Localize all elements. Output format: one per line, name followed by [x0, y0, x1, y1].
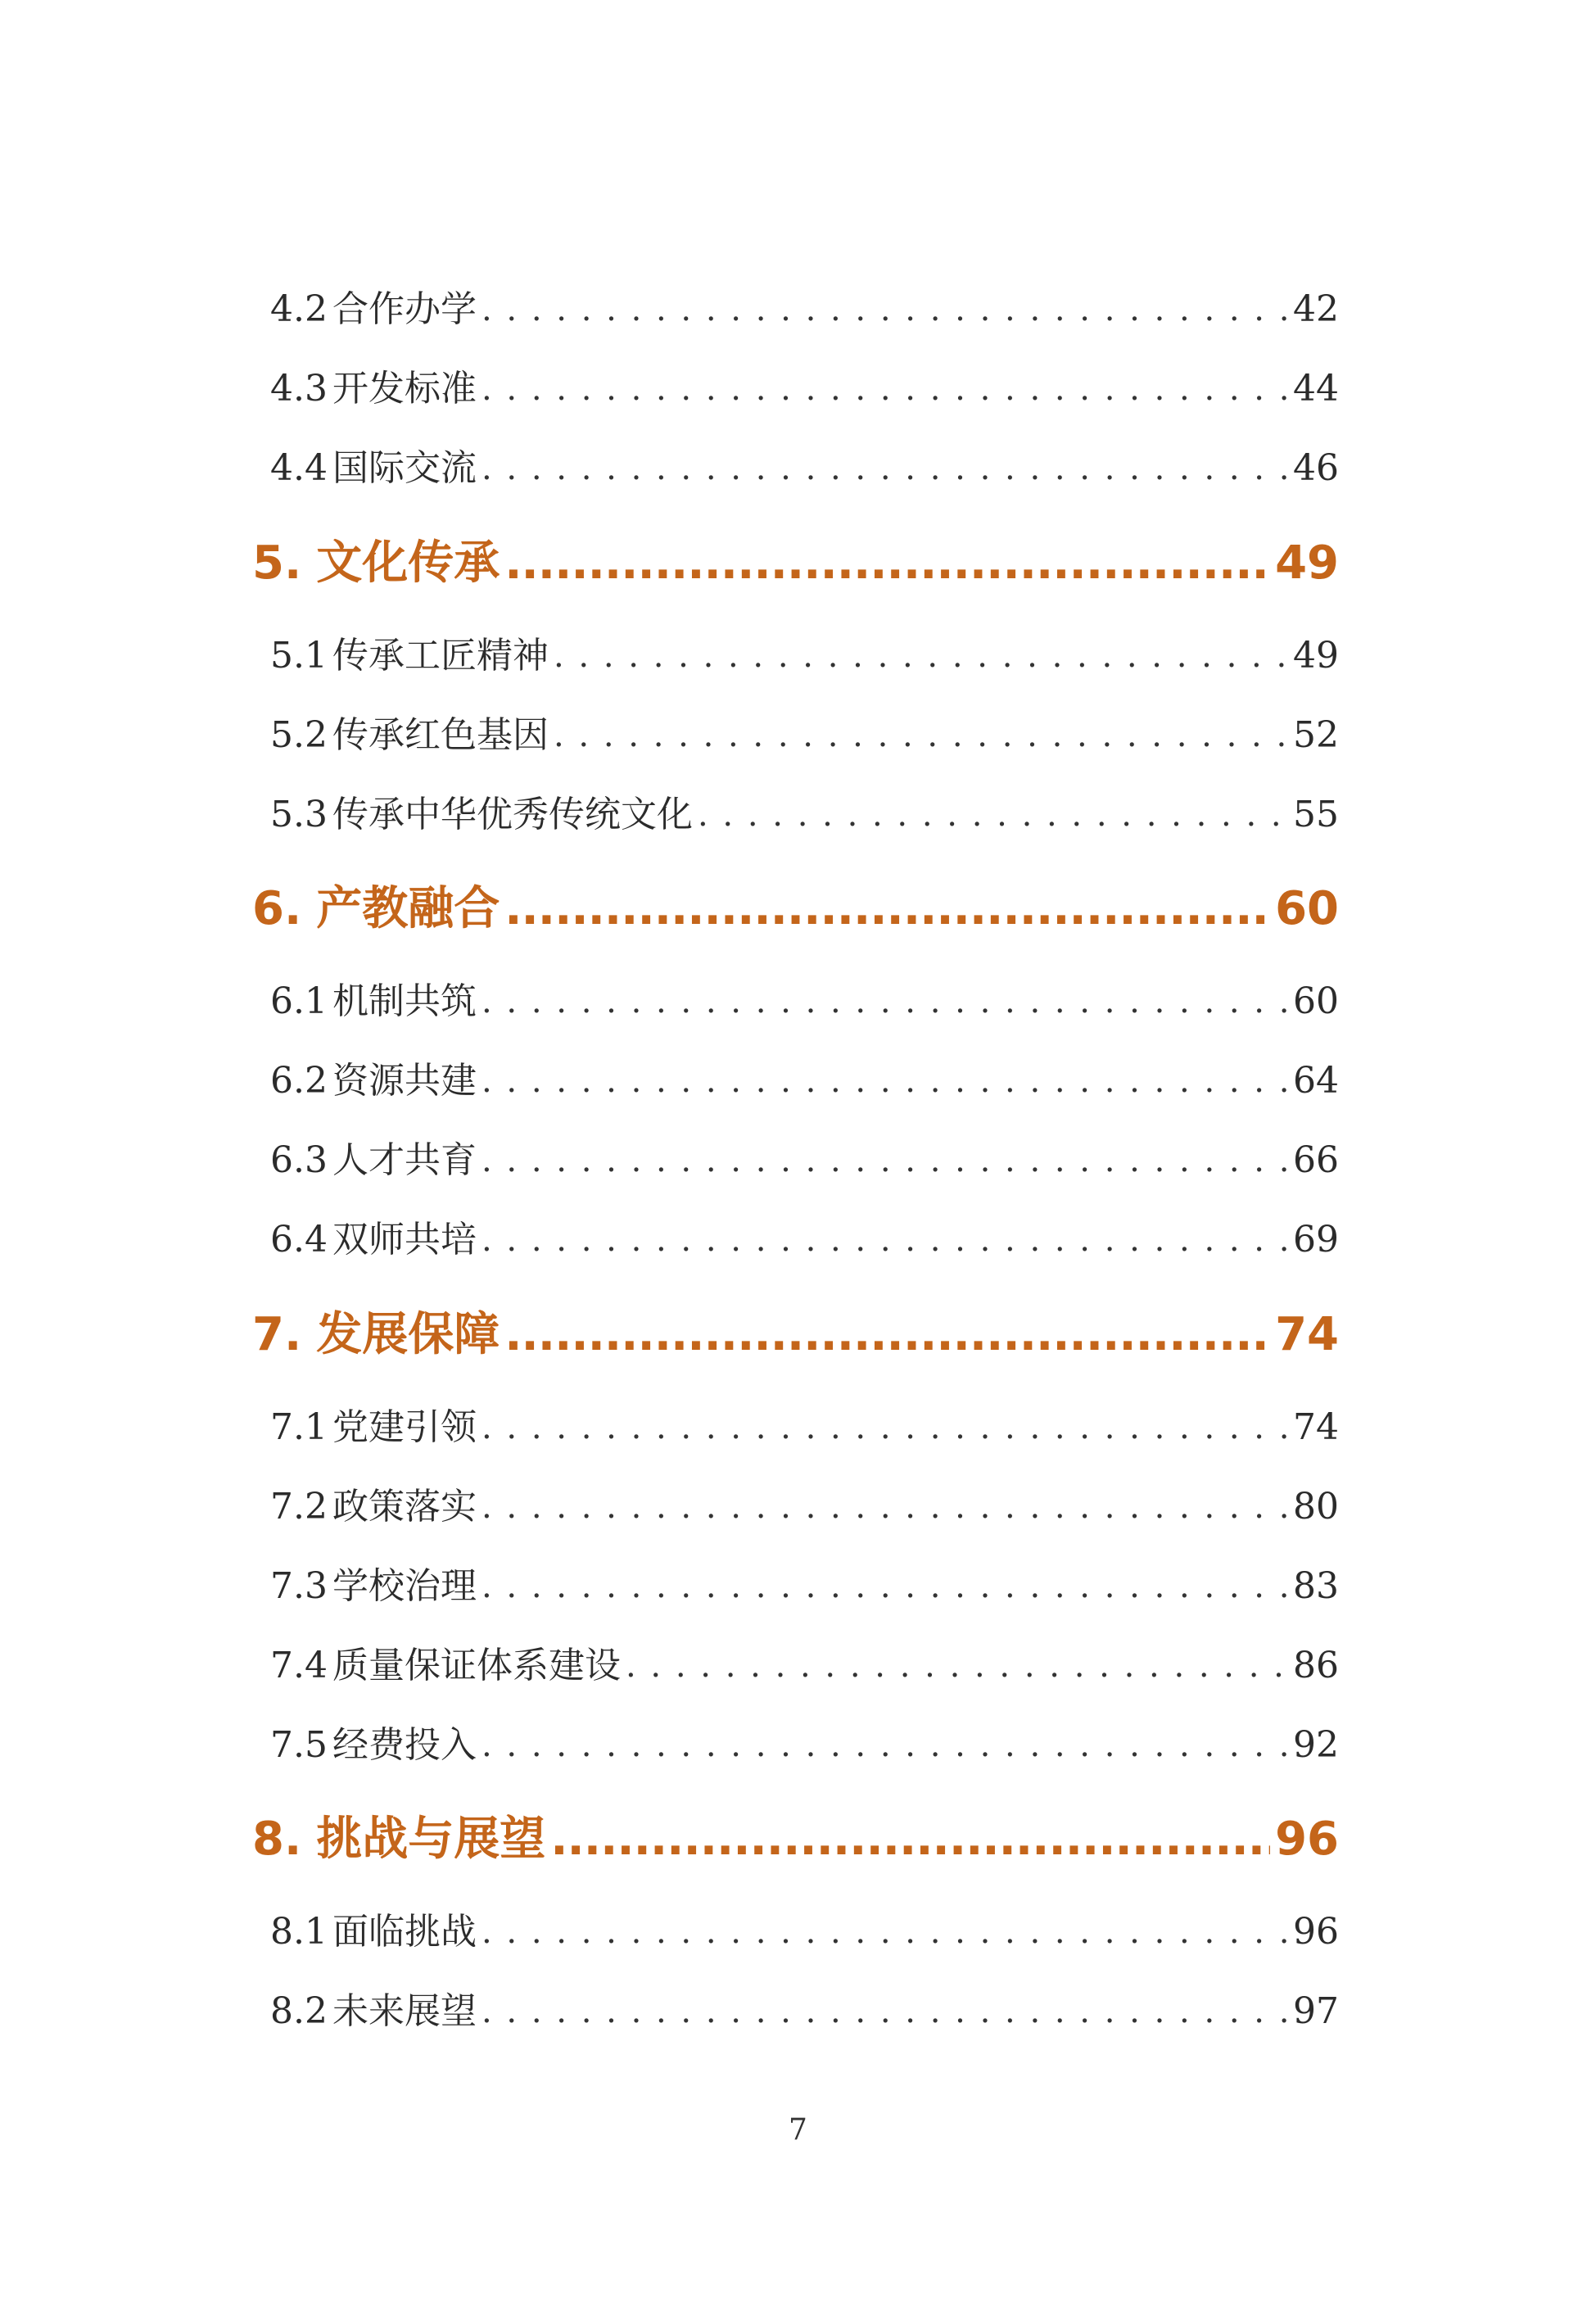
toc-entry[interactable] — [270, 1136, 1339, 1185]
dot-leader — [482, 285, 1288, 334]
toc-chapter-entry[interactable] — [252, 878, 1339, 940]
toc-entry-number: 8.2 — [270, 1990, 328, 2032]
toc-entry-page: 60 — [1293, 980, 1339, 1022]
toc-entry-page: 97 — [1293, 1990, 1339, 2032]
dot-leader — [482, 1403, 1288, 1452]
toc-chapter-number: 6. — [252, 882, 302, 935]
dot-leader — [482, 1215, 1288, 1265]
toc-chapter-page: 96 — [1275, 1813, 1339, 1866]
toc-entry[interactable] — [270, 285, 1339, 334]
toc-entry-page: 74 — [1293, 1406, 1339, 1448]
toc-entry[interactable] — [270, 977, 1339, 1026]
toc-entry-number: 7.4 — [270, 1645, 328, 1686]
toc-chapter-title: 产教融合 — [316, 882, 500, 935]
dot-leader — [554, 631, 1288, 681]
toc-entry-number: 6.2 — [270, 1060, 328, 1102]
toc-entry[interactable] — [270, 1482, 1339, 1532]
toc-chapter-number: 5. — [252, 536, 302, 590]
toc-entry-page: 92 — [1293, 1724, 1339, 1766]
toc-chapter-title: 挑战与展望 — [316, 1813, 546, 1866]
dot-leader — [482, 1136, 1288, 1185]
toc-entry-title: 质量保证体系建设 — [332, 1645, 621, 1686]
toc-entry-number: 7.5 — [270, 1724, 328, 1766]
toc-chapter-number: 7. — [252, 1308, 302, 1361]
toc-entry-title: 政策落实 — [332, 1486, 477, 1528]
dot-leader — [504, 878, 1270, 940]
toc-entry-page: 49 — [1293, 635, 1339, 677]
toc-entry-page: 96 — [1293, 1911, 1339, 1953]
toc-entry-title: 面临挑战 — [332, 1911, 477, 1953]
dot-leader — [482, 1562, 1288, 1611]
toc-entry[interactable] — [270, 1721, 1339, 1770]
toc-entry-page: 46 — [1293, 447, 1339, 489]
toc-entry-title: 传承中华优秀传统文化 — [332, 794, 693, 835]
dot-leader — [504, 1304, 1270, 1366]
toc-entry-page: 69 — [1293, 1219, 1339, 1261]
toc-chapter-entry[interactable] — [252, 1808, 1339, 1871]
toc-entry-page: 64 — [1293, 1060, 1339, 1102]
toc-chapter-title: 发展保障 — [316, 1308, 500, 1361]
toc-entry-number: 8.1 — [270, 1911, 328, 1953]
toc-chapter-page: 60 — [1275, 882, 1339, 935]
toc-entry-page: 55 — [1293, 794, 1339, 835]
toc-entry-number: 7.1 — [270, 1406, 328, 1448]
toc-chapter-page: 74 — [1275, 1308, 1339, 1361]
toc-entry-title: 资源共建 — [332, 1060, 477, 1102]
toc-entry-number: 6.1 — [270, 980, 328, 1022]
toc-entry-number: 6.3 — [270, 1139, 328, 1181]
toc-entry[interactable] — [270, 1403, 1339, 1452]
dot-leader — [482, 1057, 1288, 1106]
toc-chapter-entry[interactable] — [252, 1304, 1339, 1366]
dot-leader — [482, 1908, 1288, 1957]
dot-leader — [482, 364, 1288, 414]
toc-entry-title: 传承工匠精神 — [332, 635, 549, 677]
dot-leader — [550, 1808, 1270, 1871]
toc-entry-page: 83 — [1293, 1565, 1339, 1607]
toc-entry[interactable] — [270, 1057, 1339, 1106]
toc-entry-title: 未来展望 — [332, 1990, 477, 2032]
dot-leader — [482, 1482, 1288, 1532]
dot-leader — [554, 711, 1288, 760]
dot-leader — [482, 444, 1288, 493]
toc-entry-page: 66 — [1293, 1139, 1339, 1181]
toc-entry-title: 经费投入 — [332, 1724, 477, 1766]
dot-leader — [698, 790, 1288, 840]
dot-leader — [626, 1641, 1288, 1691]
toc-chapter-number: 8. — [252, 1813, 302, 1866]
toc-entry-title: 合作办学 — [332, 288, 477, 330]
toc-entry-number: 5.2 — [270, 714, 328, 756]
dot-leader — [504, 532, 1270, 595]
toc-entry-number: 4.4 — [270, 447, 328, 489]
toc-entry-number: 7.2 — [270, 1486, 328, 1528]
toc-entry[interactable] — [270, 364, 1339, 414]
toc-entry-page: 44 — [1293, 368, 1339, 410]
toc-entry-title: 传承红色基因 — [332, 714, 549, 756]
toc-entry-number: 7.3 — [270, 1565, 328, 1607]
toc-entry-page: 42 — [1293, 288, 1339, 330]
toc-entry-number: 5.3 — [270, 794, 328, 835]
dot-leader — [482, 1987, 1288, 2036]
toc-entry[interactable] — [270, 631, 1339, 681]
toc-entry-number: 6.4 — [270, 1219, 328, 1261]
toc-entry[interactable] — [270, 1641, 1339, 1691]
page-number: 7 — [789, 2113, 807, 2147]
toc-entry-number: 4.2 — [270, 288, 328, 330]
dot-leader — [482, 1721, 1288, 1770]
toc-entry[interactable] — [270, 711, 1339, 760]
toc-entry-number: 5.1 — [270, 635, 328, 677]
toc-entry-title: 开发标准 — [332, 368, 477, 410]
toc-entry-title: 双师共培 — [332, 1219, 477, 1261]
toc-entry-title: 国际交流 — [332, 447, 477, 489]
toc-entry-title: 机制共筑 — [332, 980, 477, 1022]
toc-chapter-page: 49 — [1275, 536, 1339, 590]
toc-chapter-title: 文化传承 — [316, 536, 500, 590]
toc-entry-title: 人才共育 — [332, 1139, 477, 1181]
toc-entry-page: 52 — [1293, 714, 1339, 756]
toc-entry[interactable] — [270, 1908, 1339, 1957]
toc-entry[interactable] — [270, 1987, 1339, 2036]
toc-entry[interactable] — [270, 1215, 1339, 1265]
toc-entry-page: 86 — [1293, 1645, 1339, 1686]
dot-leader — [482, 977, 1288, 1026]
toc-chapter-entry[interactable] — [252, 532, 1339, 595]
toc-entry-title: 党建引领 — [332, 1406, 477, 1448]
toc-entry[interactable] — [270, 1562, 1339, 1611]
toc-entry-number: 4.3 — [270, 368, 328, 410]
toc-entry-title: 学校治理 — [332, 1565, 477, 1607]
toc-entry[interactable] — [270, 444, 1339, 493]
toc-entry-page: 80 — [1293, 1486, 1339, 1528]
toc-entry[interactable] — [270, 790, 1339, 840]
